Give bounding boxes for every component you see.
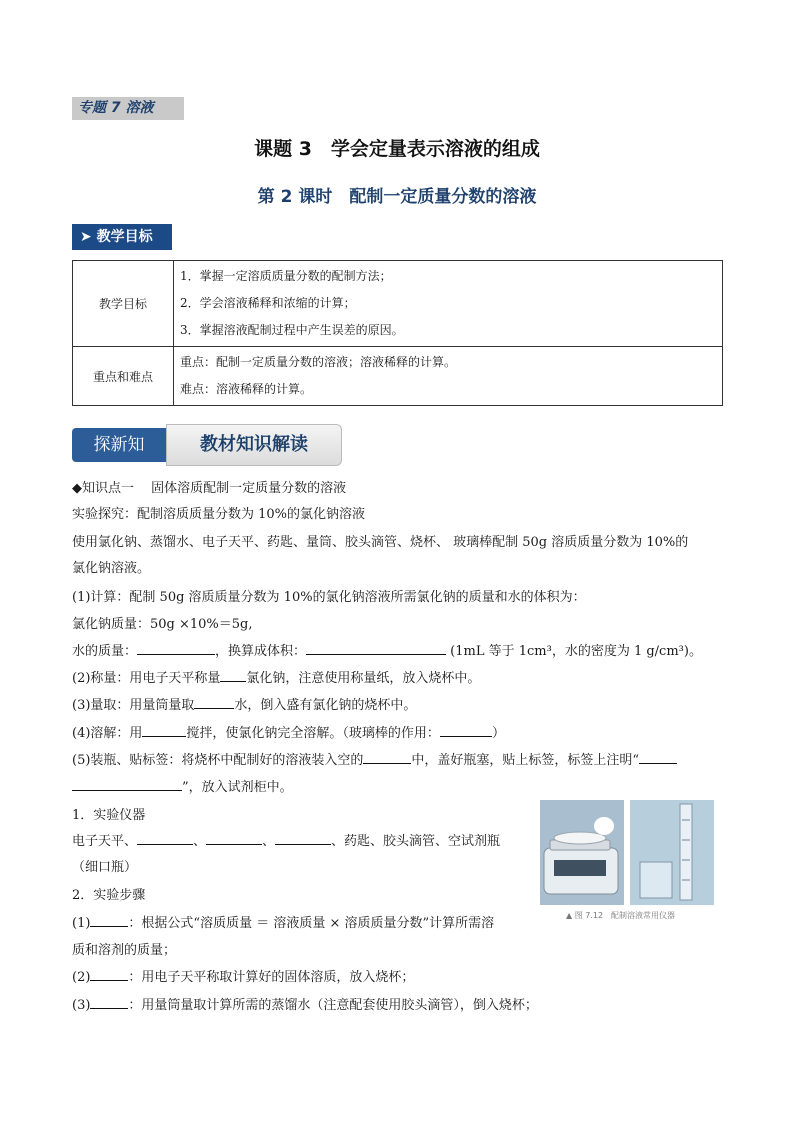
instr-sep: 、 — [262, 834, 276, 849]
water-convert: ，换算成体积： — [215, 644, 307, 659]
nacl-mass-line: 氯化钠质量：50g ×10%＝5g, — [72, 617, 253, 632]
dissolve-end: ） — [491, 726, 505, 741]
materials-line: 使用氯化钠、蒸馏水、电子天平、药匙、量筒、胶头滴管、烧杯、 玻璃棒配制 50g 溶质质量分数为 10%的 — [72, 535, 689, 550]
steps-title: 2．实验步骤 — [72, 888, 146, 903]
keypoint-line: 难点：溶液稀释的计算。 — [180, 382, 313, 396]
section-banner-goals: ➤ 教学目标 — [72, 224, 172, 250]
bottle-line-2 — [72, 776, 293, 795]
weigh-line — [72, 667, 480, 686]
water-line — [72, 640, 702, 659]
blank-instr-2 — [206, 830, 262, 845]
weigh-rest: 氯化钠，注意使用称量纸，放入烧杯中。 — [246, 671, 481, 686]
bottle-label: (5)装瓶、贴标签：将烧杯中配制好的溶液装入空的 — [72, 753, 364, 768]
step-text: ：用电子天平称取计算好的固体溶质，放入烧杯； — [128, 970, 415, 985]
keypoint-line: 重点：配制一定质量分数的溶液；溶液稀释的计算。 — [180, 355, 457, 369]
blank-water-mass — [137, 640, 215, 655]
step-3 — [72, 994, 538, 1013]
blank-dissolve-role — [440, 722, 492, 737]
instruments-title: 1．实验仪器 — [72, 808, 146, 823]
step-2 — [72, 966, 414, 985]
blank-water-volume — [306, 640, 446, 655]
blank-label-b — [72, 776, 182, 791]
instruments-line — [72, 830, 500, 849]
step-text: ：根据公式“溶质质量 ＝ 溶液质量 × 溶质质量分数”计算所需溶 — [128, 916, 495, 931]
banner-right-label: 教材知识解读 — [166, 424, 342, 466]
blank-step-1 — [90, 912, 128, 927]
goals-label: 教学目标 — [73, 261, 174, 347]
measure-line — [72, 694, 416, 713]
dissolve-label: (4)溶解：用 — [72, 726, 143, 741]
instr-start: 电子天平、 — [72, 834, 138, 849]
step-1-cont: 质和溶剂的质量； — [72, 943, 177, 958]
lesson-title: 课题 3 学会定量表示溶液的组成 — [254, 138, 540, 160]
blank-instr-1 — [137, 830, 193, 845]
goal-line: 3．掌握溶液配制过程中产生误差的原因。 — [180, 323, 404, 337]
blank-weigh — [220, 667, 246, 682]
knowledge-point-1: ◆知识点一 固体溶质配制一定质量分数的溶液 — [72, 481, 347, 496]
bottle-mid: 中，盖好瓶塞，贴上标签，标签上注明“ — [411, 753, 640, 768]
bottle-line — [72, 749, 677, 768]
blank-step-2 — [90, 966, 128, 981]
table-row — [73, 347, 723, 406]
step-text: ：用量筒量取计算所需的蒸馏水（注意配套使用胶头滴管），倒入烧杯； — [128, 998, 538, 1013]
inquiry-line: 实验探究：配制溶质质量分数为 10%的氯化钠溶液 — [72, 507, 366, 522]
topic-tag: 专题 7 溶液 — [72, 97, 184, 120]
goal-line: 2．学会溶液稀释和浓缩的计算； — [180, 296, 356, 310]
blank-step-3 — [90, 994, 128, 1009]
blank-dissolve-tool — [142, 722, 186, 737]
instruments-line-2: （细口瓶） — [72, 860, 138, 875]
water-label: 水的质量： — [72, 644, 138, 659]
dissolve-mid: 搅拌，使氯化钠完全溶解。（玻璃棒的作用： — [186, 726, 440, 741]
banner-left-label: 探新知 — [72, 428, 166, 462]
calc-line: (1)计算：配制 50g 溶质质量分数为 10%的氯化钠溶液所需氯化钠的质量和水的体积为： — [72, 590, 586, 605]
instr-rest: 、药匙、胶头滴管、空试剂瓶 — [331, 834, 501, 849]
table-row — [73, 261, 723, 347]
goals-table — [72, 260, 723, 406]
step-num: (1) — [72, 916, 91, 931]
step-1 — [72, 912, 494, 931]
measure-rest: 水，倒入盛有氯化钠的烧杯中。 — [234, 698, 417, 713]
dissolve-line — [72, 722, 505, 741]
bottle-end: ”，放入试剂柜中。 — [182, 780, 293, 795]
blank-bottle — [363, 749, 411, 764]
measure-label: (3)量取：用量筒量取 — [72, 698, 195, 713]
lesson-subtitle: 第 2 课时 配制一定质量分数的溶液 — [257, 187, 537, 207]
goals-content — [174, 261, 723, 347]
water-note: (1mL 等于 1cm³，水的密度为 1 g/cm³)。 — [446, 644, 702, 659]
goal-line: 1．掌握一定溶质质量分数的配制方法； — [180, 269, 392, 283]
materials-line-2: 氯化钠溶液。 — [72, 561, 151, 576]
blank-instr-3 — [275, 830, 331, 845]
blank-label-a — [639, 749, 677, 764]
keypoints-label: 重点和难点 — [73, 347, 174, 406]
section-banner-knowledge — [72, 424, 342, 466]
figure-caption: ▲ 图 7.12 配制溶液常用仪器 — [566, 911, 676, 920]
weigh-label: (2)称量：用电子天平称量 — [72, 671, 221, 686]
step-num: (3) — [72, 998, 91, 1013]
step-num: (2) — [72, 970, 91, 985]
lab-instruments-photo — [540, 800, 714, 905]
instr-sep: 、 — [193, 834, 207, 849]
blank-measure — [194, 694, 234, 709]
keypoints-content — [174, 347, 723, 406]
